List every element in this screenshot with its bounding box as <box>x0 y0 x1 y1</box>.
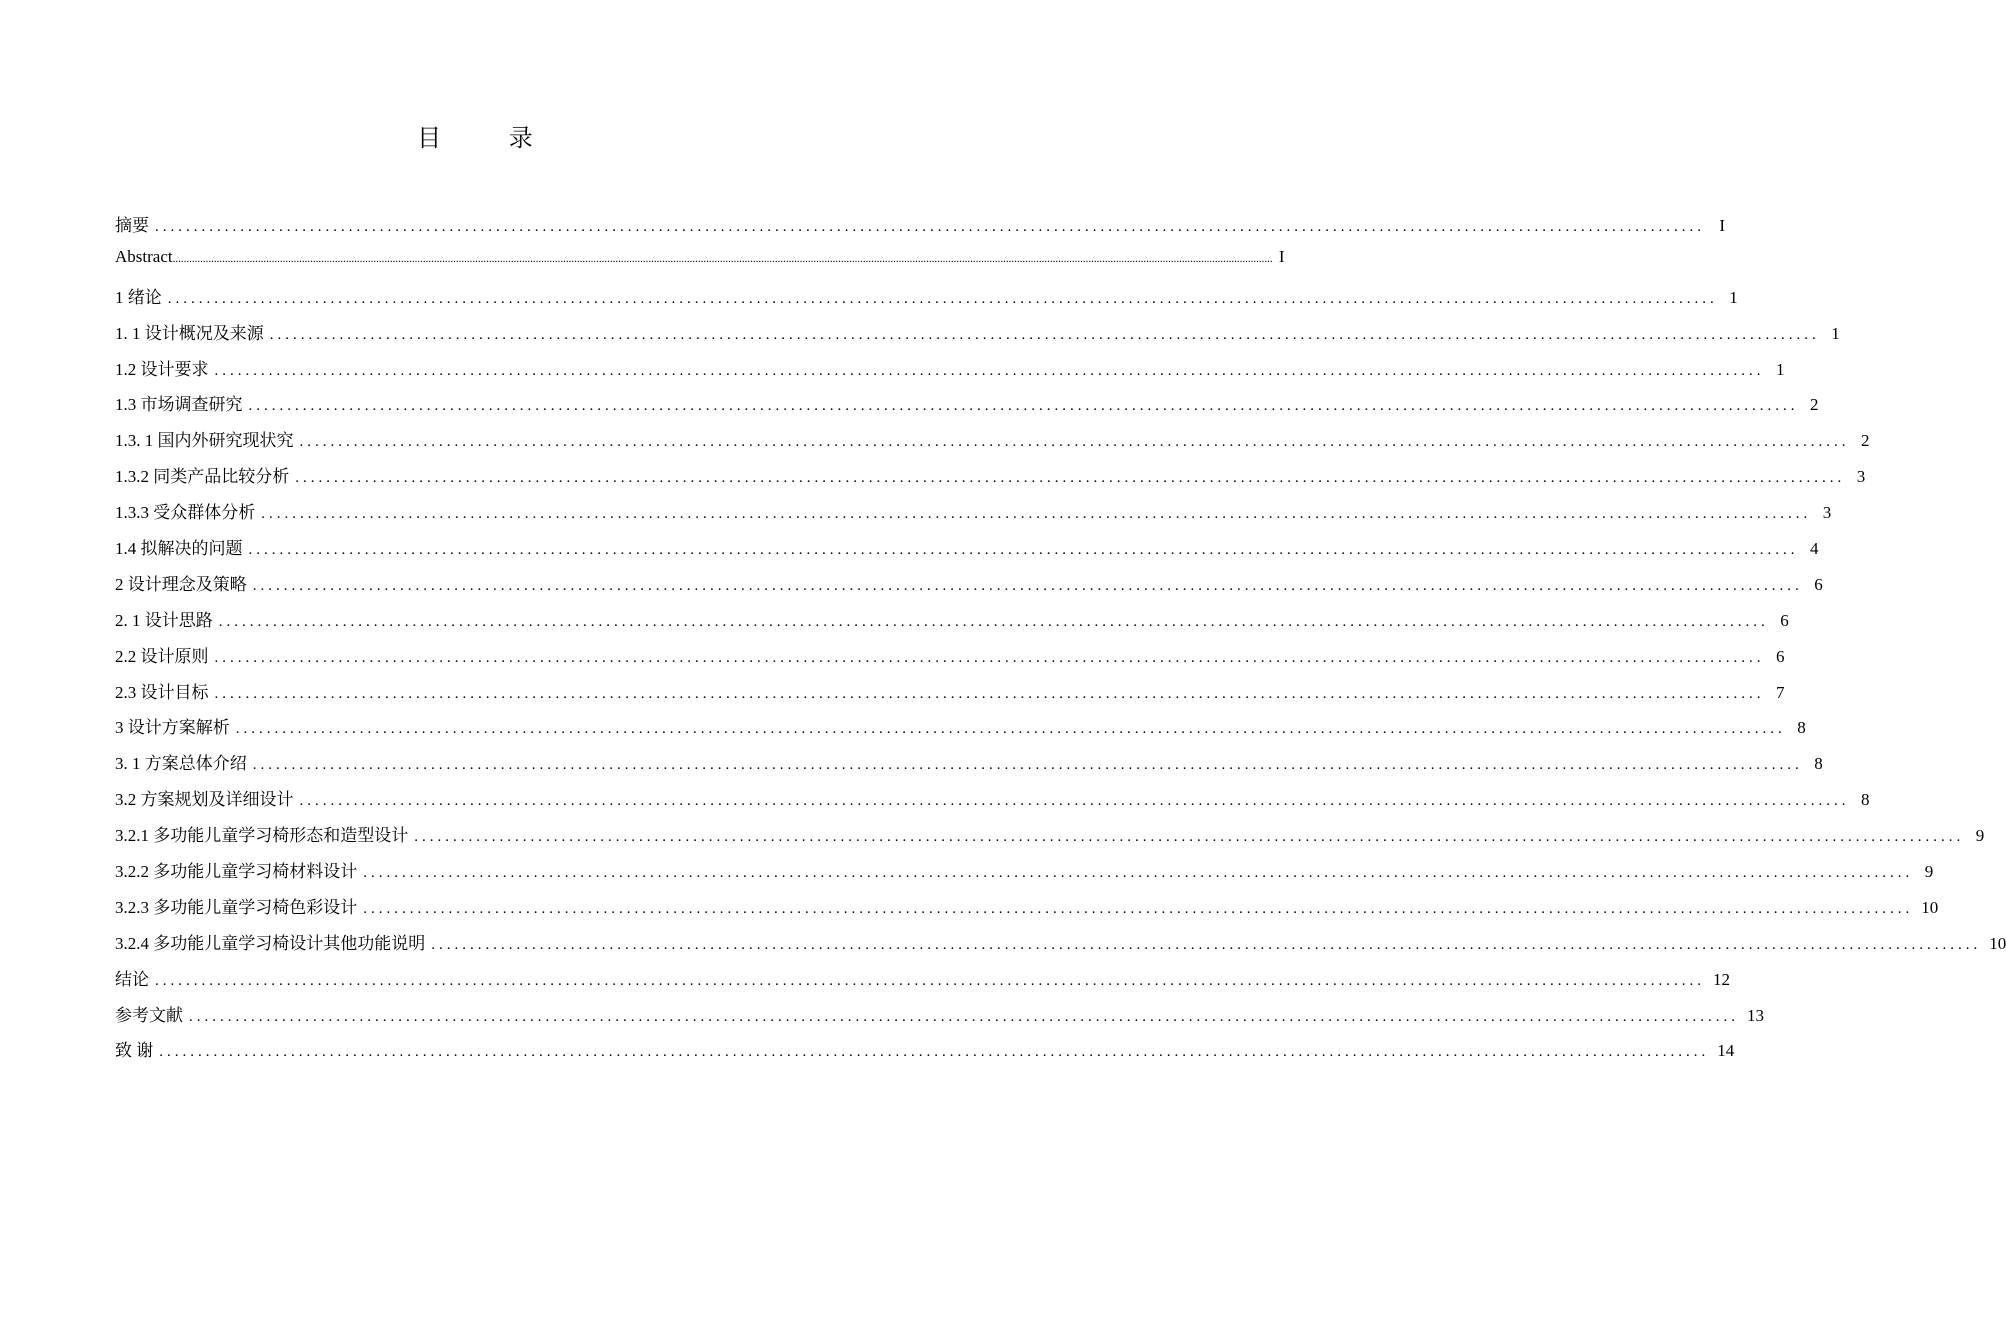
toc-dot-leader: ........................................................................................................................................................................................................ <box>363 900 1914 917</box>
toc-entry-page: 13 <box>1747 1005 1764 1025</box>
toc-entry[interactable] <box>115 390 1819 426</box>
toc-entry-page: 3 <box>1822 503 1832 523</box>
toc-entry-page: 7 <box>1776 682 1785 702</box>
toc-entry-page: 9 <box>1975 826 1985 846</box>
toc-entry-label: 3.2.3 多功能儿童学习椅色彩设计 <box>115 897 358 917</box>
toc-dot-leader: ........................................................................................................................................................................................................ <box>155 972 1705 989</box>
toc-dot-leader: ........................................................................................................................................................................................................ <box>252 757 1803 774</box>
toc-entry[interactable] <box>115 1036 1735 1072</box>
toc-entry-label: 2 设计理念及策略 <box>115 574 247 594</box>
toc-entry-label: 1.3 市场调查研究 <box>115 395 243 415</box>
toc-entry[interactable] <box>115 319 1840 355</box>
toc-entry-label: 1.3. 1 国内外研究现状究 <box>115 431 294 451</box>
toc-entry-page: 1 <box>1831 323 1840 343</box>
toc-dot-leader: ........................................................................................................................................................................................................ <box>214 649 1765 666</box>
toc-dot-leader: ........................................................................................................................................................................................................ <box>299 434 1850 451</box>
toc-entry-label: 1.4 拟解决的问题 <box>115 539 243 559</box>
toc-dot-leader: ........................................................................................................................................................................................................ <box>155 219 1705 235</box>
toc-entry[interactable] <box>115 211 1725 247</box>
toc-dot-leader: ........................................................................................................................................................................................................ <box>299 793 1850 810</box>
toc-entry[interactable] <box>115 821 1985 857</box>
toc-entry-label: 摘要 <box>115 216 149 235</box>
toc-entry[interactable] <box>115 642 1785 678</box>
toc-entry[interactable] <box>115 606 1789 642</box>
toc-dot-leader: ........................................................................................................................................................................................................ <box>252 577 1803 594</box>
toc-entry-page: 2 <box>1810 395 1819 415</box>
toc-dot-leader: ........................................................................................................................................................................................................ <box>431 936 1982 953</box>
toc-entry-label: 1.3.3 受众群体分析 <box>115 503 256 523</box>
toc-entry[interactable] <box>115 749 1823 785</box>
toc-dot-leader: ........................................................................................................................................................................................................ <box>248 542 1799 559</box>
toc-entry-page: 12 <box>1713 969 1730 989</box>
toc-entry-page: 10 <box>1989 933 2006 953</box>
toc-entry[interactable] <box>115 929 2006 965</box>
toc-entry-label: 3. 1 方案总体介绍 <box>115 754 247 774</box>
toc-dot-leader: ........................................................................................................................................................................................................ <box>159 1044 1710 1061</box>
toc-dot-leader: ........................................................................................................................................................................................................ <box>218 613 1769 630</box>
toc-entry-page: 1 <box>1776 359 1785 379</box>
toc-dot-leader: ........................................................................................................................................................................................................ <box>363 865 1914 882</box>
toc-dot-leader: ........................................................................................................................................................................................................ <box>269 326 1820 343</box>
toc-entry[interactable] <box>115 246 1285 283</box>
toc-entry-page: 9 <box>1924 862 1934 882</box>
toc-entry-label: 2.2 设计原则 <box>115 646 209 666</box>
toc-entry-page: 3 <box>1856 467 1866 487</box>
toc-entry[interactable] <box>115 462 1866 498</box>
toc-dot-leader: ........................................................................................................................................................................................................ <box>189 1008 1739 1025</box>
toc-entry-label: 致 谢 <box>115 1041 154 1061</box>
toc-entry-page: I <box>1278 246 1285 266</box>
toc-entry-page: 4 <box>1810 539 1819 559</box>
page-title: 目 录 <box>417 124 563 152</box>
toc-entry-label: 3.2.1 多功能儿童学习椅形态和造型设计 <box>115 826 409 846</box>
toc-entry-page: 8 <box>1814 754 1823 774</box>
toc-entry-page: 14 <box>1717 1041 1735 1061</box>
toc-entry-label: 1.3.2 同类产品比较分析 <box>115 467 290 487</box>
toc-entry[interactable] <box>115 355 1785 391</box>
toc-entry-label: 2.3 设计目标 <box>115 682 209 702</box>
toc-entry[interactable] <box>115 283 1738 319</box>
toc-dot-leader: ........................................................................................................................................................................................................ <box>295 470 1846 487</box>
toc-entry-page: 10 <box>1921 897 1939 917</box>
toc-entry[interactable] <box>115 678 1785 714</box>
toc-entry[interactable] <box>115 426 1870 462</box>
toc-dot-leader: ........................................................................................................................................................................................................ <box>214 685 1765 702</box>
toc-entry-page: I <box>1719 216 1725 235</box>
toc-entry[interactable] <box>115 713 1806 749</box>
toc-entry-label: 1. 1 设计概况及来源 <box>115 323 264 343</box>
toc-entry-label: 结论 <box>115 969 149 989</box>
toc-dot-leader: ........................................................................................................................................................................................................ <box>235 721 1786 738</box>
toc-entry-label: 1.2 设计要求 <box>115 359 209 379</box>
toc-entry-page: 6 <box>1776 646 1785 666</box>
toc-entry[interactable] <box>115 785 1870 821</box>
toc-entry[interactable] <box>115 570 1823 606</box>
toc-entry-label: 3.2 方案规划及详细设计 <box>115 790 294 810</box>
table-of-contents <box>115 211 2006 1072</box>
toc-entry-label: 3.2.2 多功能儿童学习椅材料设计 <box>115 862 358 882</box>
toc-entry-page: 6 <box>1814 574 1823 594</box>
toc-dot-leader: ........................................................................................................................................................................................................ <box>261 506 1812 523</box>
toc-dot-leader: ........................................................................................................................................................................................................ <box>248 398 1799 415</box>
toc-dot-leader: ........................................................................................................................................................................................................ <box>414 829 1965 846</box>
toc-entry-page: 2 <box>1861 431 1870 451</box>
toc-entry-label: Abstract <box>115 246 173 266</box>
toc-entry-page: 6 <box>1780 610 1789 630</box>
toc-dot-leader: ........................................................................................................................................................................................................ <box>214 362 1765 379</box>
toc-entry-label: 参考文献 <box>115 1005 183 1025</box>
toc-entry-page: 1 <box>1729 287 1738 307</box>
toc-entry-label: 1 绪论 <box>115 287 162 307</box>
toc-entry[interactable] <box>115 498 1832 534</box>
toc-entry-page: 8 <box>1797 718 1806 738</box>
toc-entry-label: 3 设计方案解析 <box>115 718 230 738</box>
toc-entry-label: 2. 1 设计思路 <box>115 610 213 630</box>
toc-entry[interactable] <box>115 857 1934 893</box>
toc-dot-leader: ................................................................................................................................................................................................................................................................................................................................................................................................................ <box>172 252 1273 265</box>
toc-entry-label: 3.2.4 多功能儿童学习椅设计其他功能说明 <box>115 933 426 953</box>
toc-dot-leader: ........................................................................................................................................................................................................ <box>167 290 1718 307</box>
toc-entry[interactable] <box>115 893 1939 929</box>
toc-entry[interactable] <box>115 965 1730 1001</box>
toc-entry[interactable] <box>115 1001 1764 1037</box>
toc-entry-page: 8 <box>1861 790 1870 810</box>
toc-entry[interactable] <box>115 534 1819 570</box>
